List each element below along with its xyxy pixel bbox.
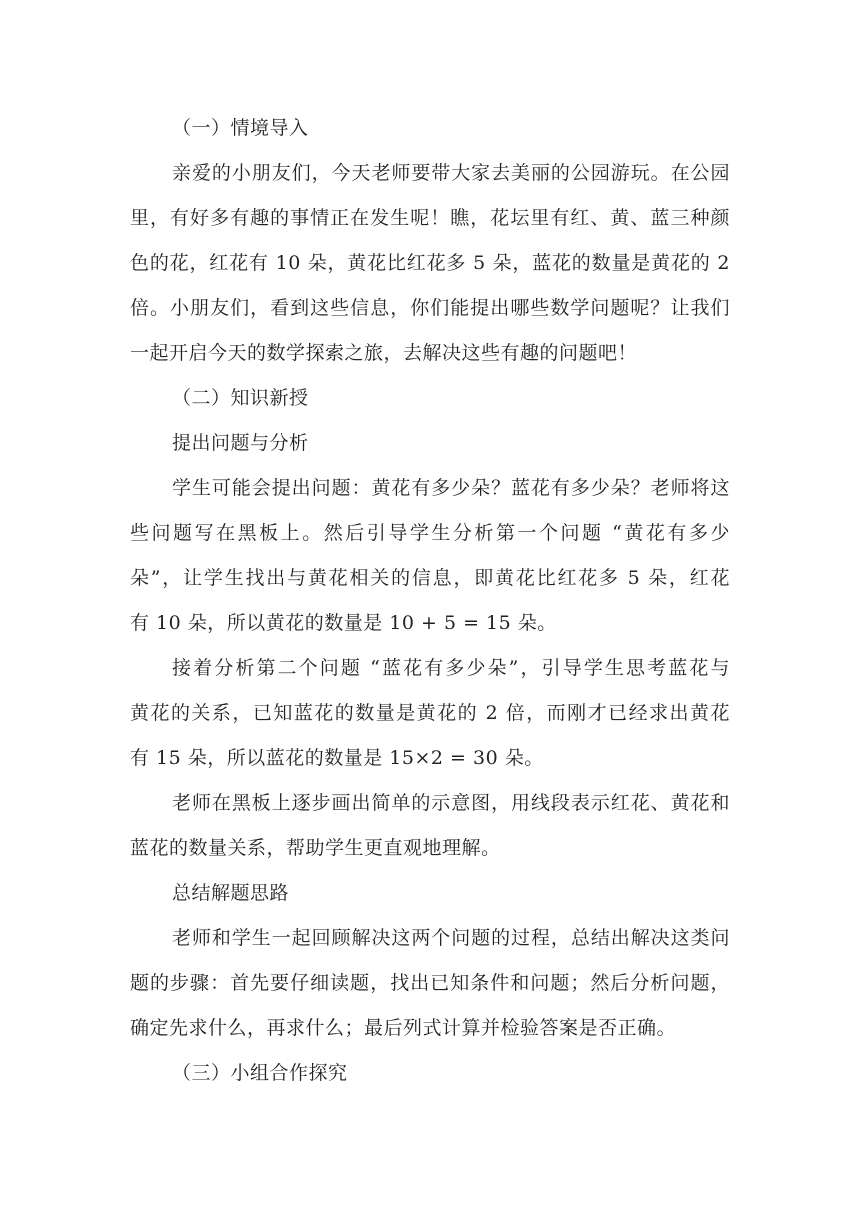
paragraph-1-line-1: 亲爱的小朋友们，今天老师要带大家去美丽的公园游玩。在公园 (172, 162, 730, 184)
paragraph-3-line-2: 黄花的关系，已知蓝花的数量是黄花的 2 倍，而刚才已经求出黄花 (130, 702, 730, 724)
section-heading-3: （三）小组合作探究 (172, 1062, 348, 1084)
paragraph-3-line-3: 有 15 朵，所以蓝花的数量是 15×2 = 30 朵。 (130, 747, 544, 769)
paragraph-5-line-1: 老师和学生一起回顾解决这两个问题的过程，总结出解决这类问 (172, 927, 730, 949)
paragraph-2-line-1: 学生可能会提出问题：黄花有多少朵？蓝花有多少朵？老师将这 (172, 477, 730, 499)
section-heading-1: （一）情境导入 (172, 117, 309, 139)
paragraph-2-line-3: 朵”，让学生找出与黄花相关的信息，即黄花比红花多 5 朵，红花 (130, 567, 730, 589)
paragraph-4-line-2: 蓝花的数量关系，帮助学生更直观地理解。 (130, 837, 501, 859)
paragraph-1-line-5: 一起开启今天的数学探索之旅，去解决这些有趣的问题吧！ (130, 342, 638, 364)
paragraph-1-line-3: 色的花，红花有 10 朵，黄花比红花多 5 朵，蓝花的数量是黄花的 2 (130, 252, 730, 274)
paragraph-4-line-1: 老师在黑板上逐步画出简单的示意图，用线段表示红花、黄花和 (172, 792, 730, 814)
section-heading-2: （二）知识新授 (172, 387, 309, 409)
paragraph-5-line-2: 题的步骤：首先要仔细读题，找出已知条件和问题；然后分析问题， (130, 972, 730, 994)
paragraph-1-line-2: 里，有好多有趣的事情正在发生呢！瞧，花坛里有红、黄、蓝三种颜 (130, 207, 730, 229)
paragraph-3-line-1: 接着分析第二个问题 “蓝花有多少朵”，引导学生思考蓝花与 (172, 657, 730, 679)
subheading-2: 总结解题思路 (172, 882, 290, 904)
paragraph-5-line-3: 确定先求什么，再求什么；最后列式计算并检验答案是否正确。 (130, 1017, 677, 1039)
paragraph-2-line-4: 有 10 朵，所以黄花的数量是 10 + 5 = 15 朵。 (130, 612, 557, 634)
paragraph-2-line-2: 些问题写在黑板上。然后引导学生分析第一个问题 “黄花有多少 (130, 522, 730, 544)
subheading-1: 提出问题与分析 (172, 432, 309, 454)
paragraph-1-line-4: 倍。小朋友们，看到这些信息，你们能提出哪些数学问题呢？让我们 (130, 297, 730, 319)
